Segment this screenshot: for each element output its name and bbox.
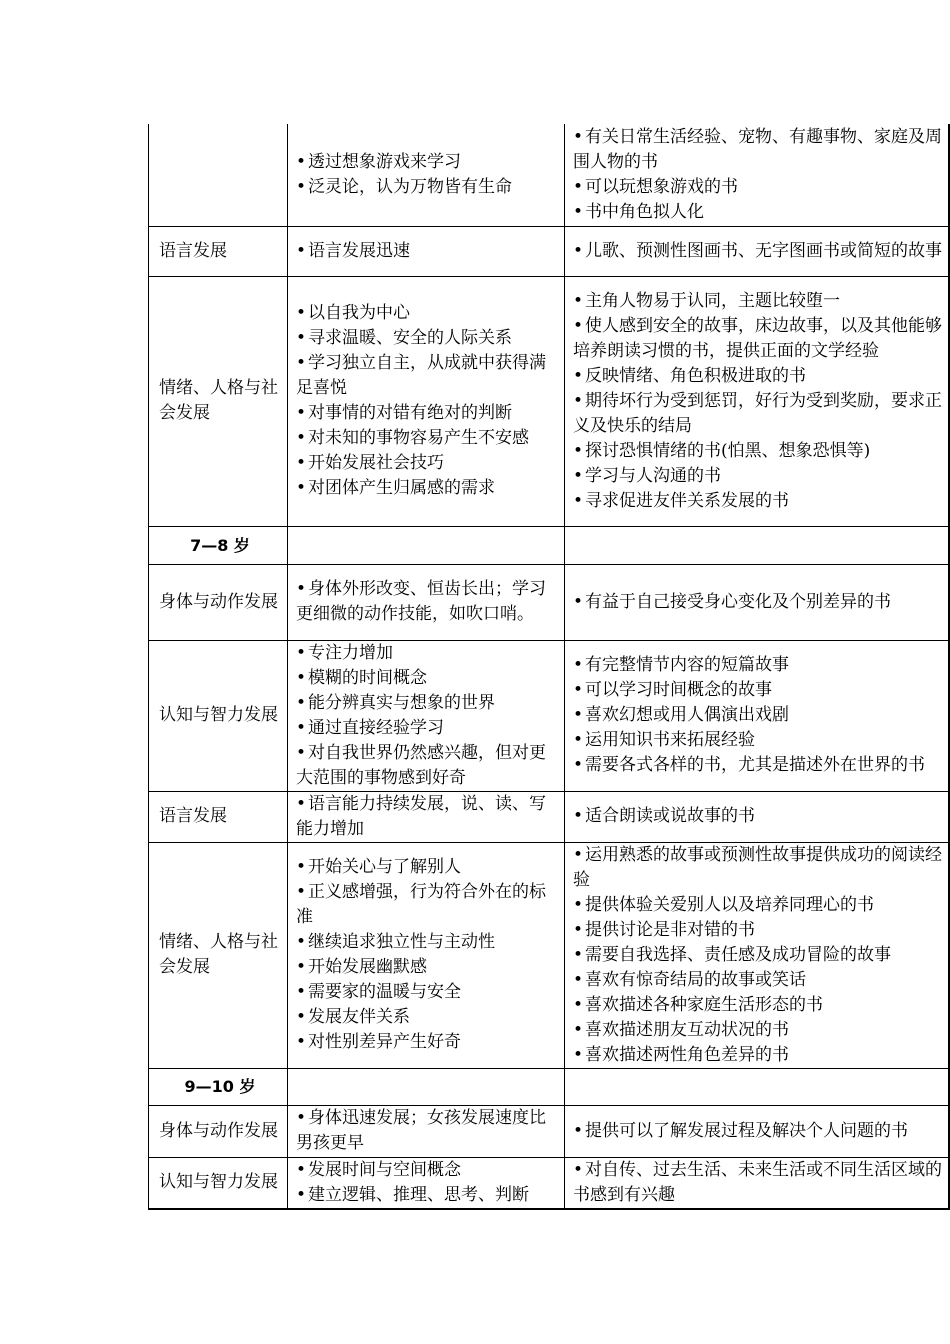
traits-cell	[288, 791, 565, 842]
age-header-row	[149, 1068, 949, 1105]
table-row	[149, 791, 949, 842]
list-item: • 以自我为中心	[296, 301, 560, 326]
list-item: • 学习独立自主，从成就中获得满足喜悦	[296, 351, 560, 401]
table-body	[149, 124, 949, 1209]
list-item: • 喜欢描述两性角色差异的书	[573, 1043, 944, 1068]
category-cell: 情绪、人格与社会发展	[149, 276, 288, 526]
books-cell	[565, 564, 949, 640]
list-item: • 需要自我选择、责任感及成功冒险的故事	[573, 943, 944, 968]
list-item: • 有益于自己接受身心变化及个别差异的书	[573, 590, 944, 615]
list-item: • 对事情的对错有绝对的判断	[296, 401, 560, 426]
list-item: • 身体迅速发展；女孩发展速度比男孩更早	[296, 1106, 560, 1156]
list-item: • 提供讨论是非对错的书	[573, 918, 944, 943]
list-item: • 喜欢描述各种家庭生活形态的书	[573, 993, 944, 1018]
age-group-label: 9—10 岁	[149, 1068, 288, 1105]
table-row	[149, 1105, 949, 1157]
list-item: • 有完整情节内容的短篇故事	[573, 653, 944, 678]
table-row	[149, 124, 949, 226]
list-item: • 对未知的事物容易产生不安感	[296, 426, 560, 451]
traits-cell	[288, 124, 565, 226]
list-item: • 喜欢描述朋友互动状况的书	[573, 1018, 944, 1043]
list-item: • 对性别差异产生好奇	[296, 1030, 560, 1055]
traits-cell	[288, 564, 565, 640]
empty-cell	[565, 1068, 949, 1105]
list-item: • 透过想象游戏来学习	[296, 150, 560, 175]
list-item: • 使人感到安全的故事，床边故事，以及其他能够培养朗读习惯的书，提供正面的文学经验	[573, 314, 944, 364]
age-group-label: 7—8 岁	[149, 526, 288, 564]
books-cell	[565, 842, 949, 1068]
category-cell: 情绪、人格与社会发展	[149, 842, 288, 1068]
books-cell	[565, 124, 949, 226]
list-item: • 喜欢有惊奇结局的故事或笑话	[573, 968, 944, 993]
list-item: • 期待坏行为受到惩罚，好行为受到奖励，要求正义及快乐的结局	[573, 389, 944, 439]
traits-cell	[288, 276, 565, 526]
empty-cell	[288, 526, 565, 564]
category-cell: 身体与动作发展	[149, 1105, 288, 1157]
traits-cell	[288, 226, 565, 276]
list-item: • 提供体验关爱别人以及培养同理心的书	[573, 893, 944, 918]
list-item: • 开始发展社会技巧	[296, 451, 560, 476]
list-item: • 继续追求独立性与主动性	[296, 930, 560, 955]
books-cell	[565, 1157, 949, 1209]
empty-cell	[288, 1068, 565, 1105]
list-item: • 模糊的时间概念	[296, 666, 560, 691]
category-cell	[149, 124, 288, 226]
list-item: • 需要各式各样的书，尤其是描述外在世界的书	[573, 753, 944, 778]
list-item: • 泛灵论，认为万物皆有生命	[296, 175, 560, 200]
list-item: • 寻求温暖、安全的人际关系	[296, 326, 560, 351]
category-cell: 认知与智力发展	[149, 1157, 288, 1209]
list-item: • 能分辨真实与想象的世界	[296, 691, 560, 716]
list-item: • 探讨恐惧情绪的书(怕黑、想象恐惧等)	[573, 439, 944, 464]
list-item: • 发展时间与空间概念	[296, 1158, 560, 1183]
list-item: • 适合朗读或说故事的书	[573, 804, 944, 829]
category-cell: 身体与动作发展	[149, 564, 288, 640]
list-item: • 儿歌、预测性图画书、无字图画书或简短的故事	[573, 239, 944, 264]
list-item: • 开始发展幽默感	[296, 955, 560, 980]
list-item: • 寻求促进友伴关系发展的书	[573, 489, 944, 514]
list-item: • 正义感增强，行为符合外在的标准	[296, 880, 560, 930]
age-header-row	[149, 526, 949, 564]
list-item: • 有关日常生活经验、宠物、有趣事物、家庭及周围人物的书	[573, 125, 944, 175]
list-item: • 开始关心与了解别人	[296, 855, 560, 880]
list-item: • 通过直接经验学习	[296, 716, 560, 741]
table-row	[149, 1157, 949, 1209]
category-cell: 认知与智力发展	[149, 640, 288, 791]
list-item: • 反映情绪、角色积极进取的书	[573, 364, 944, 389]
books-cell	[565, 276, 949, 526]
list-item: • 专注力增加	[296, 641, 560, 666]
list-item: • 运用知识书来拓展经验	[573, 728, 944, 753]
traits-cell	[288, 640, 565, 791]
list-item: • 语言能力持续发展，说、读、写能力增加	[296, 792, 560, 842]
list-item: • 提供可以了解发展过程及解决个人问题的书	[573, 1119, 944, 1144]
traits-cell	[288, 1105, 565, 1157]
list-item: • 语言发展迅速	[296, 239, 560, 264]
list-item: • 主角人物易于认同，主题比较堕一	[573, 289, 944, 314]
list-item: • 可以学习时间概念的故事	[573, 678, 944, 703]
list-item: • 运用熟悉的故事或预测性故事提供成功的阅读经验	[573, 843, 944, 893]
books-cell	[565, 791, 949, 842]
category-cell: 语言发展	[149, 226, 288, 276]
table-row	[149, 842, 949, 1068]
list-item: • 身体外形改变、恒齿长出；学习更细微的动作技能，如吹口哨。	[296, 577, 560, 627]
list-item: • 书中角色拟人化	[573, 200, 944, 225]
books-cell	[565, 226, 949, 276]
list-item: • 发展友伴关系	[296, 1005, 560, 1030]
traits-cell	[288, 842, 565, 1068]
category-cell: 语言发展	[149, 791, 288, 842]
development-table	[148, 124, 950, 1210]
books-cell	[565, 1105, 949, 1157]
table-row	[149, 276, 949, 526]
list-item: • 对团体产生归属感的需求	[296, 476, 560, 501]
list-item: • 喜欢幻想或用人偶演出戏剧	[573, 703, 944, 728]
table-row	[149, 564, 949, 640]
books-cell	[565, 640, 949, 791]
list-item: • 对自传、过去生活、未来生活或不同生活区域的书感到有兴趣	[573, 1158, 944, 1208]
table-row	[149, 226, 949, 276]
traits-cell	[288, 1157, 565, 1209]
list-item: • 可以玩想象游戏的书	[573, 175, 944, 200]
list-item: • 建立逻辑、推理、思考、判断	[296, 1183, 560, 1208]
empty-cell	[565, 526, 949, 564]
list-item: • 学习与人沟通的书	[573, 464, 944, 489]
table-row	[149, 640, 949, 791]
list-item: • 对自我世界仍然感兴趣，但对更大范围的事物感到好奇	[296, 741, 560, 791]
list-item: • 需要家的温暖与安全	[296, 980, 560, 1005]
